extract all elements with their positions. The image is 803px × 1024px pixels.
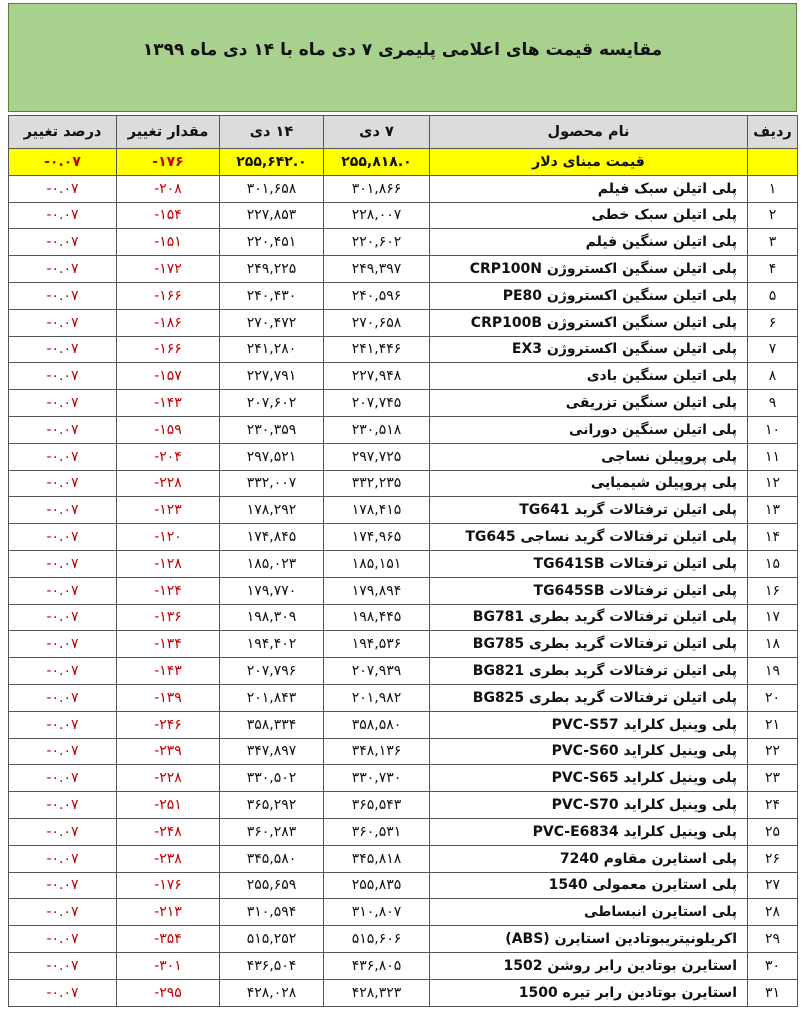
header-row (9, 116, 798, 149)
table-row (9, 524, 798, 551)
price-dey-14: ۲۲۰,۴۵۱ (220, 229, 324, 256)
change-percent: -۰.۰۷ (9, 470, 117, 497)
product-name: پلی اتیلن ترفتالات گرید TG641 (430, 497, 748, 524)
price-dey-14: ۱۹۴,۴۰۲ (220, 631, 324, 658)
price-dey-14: ۲۰۷,۷۹۶ (220, 658, 324, 685)
product-name: استایرن بوتادین رابر روشن 1502 (430, 952, 748, 979)
product-name: استایرن بوتادین رابر تیره 1500 (430, 979, 748, 1006)
row-number: ۲۳ (748, 765, 798, 792)
price-dey-7: ۴۳۶,۸۰۵ (324, 952, 430, 979)
change-percent: -۰.۰۷ (9, 658, 117, 685)
change-amount: -۲۳۹ (117, 738, 220, 765)
price-dey-14: ۲۵۵,۶۵۹ (220, 872, 324, 899)
dollar-base-row (9, 149, 798, 176)
product-name: پلی اتیلن سنگین بادی (430, 363, 748, 390)
header-dey-14: ۱۴ دی (220, 116, 324, 149)
row-number: ۸ (748, 363, 798, 390)
change-amount: -۲۹۵ (117, 979, 220, 1006)
product-name: پلی اتیلن سبک خطی (430, 202, 748, 229)
row-number: ۱۶ (748, 577, 798, 604)
change-amount: -۲۱۳ (117, 899, 220, 926)
price-dey-7: ۵۱۵,۶۰۶ (324, 926, 430, 953)
price-dey-7: ۳۱۰,۸۰۷ (324, 899, 430, 926)
change-amount: -۱۵۱ (117, 229, 220, 256)
change-amount: -۳۵۴ (117, 926, 220, 953)
change-percent: -۰.۰۷ (9, 765, 117, 792)
change-amount: -۳۰۱ (117, 952, 220, 979)
table-row (9, 979, 798, 1006)
table-row (9, 282, 798, 309)
product-name: پلی اتیلن سنگین اکستروژن CRP100N (430, 256, 748, 283)
price-dey-7: ۲۴۹,۳۹۷ (324, 256, 430, 283)
change-amount: -۱۳۶ (117, 604, 220, 631)
product-name: پلی استایرن معمولی 1540 (430, 872, 748, 899)
change-percent: -۰.۰۷ (9, 256, 117, 283)
price-dey-7: ۲۲۰,۶۰۲ (324, 229, 430, 256)
price-dey-14: ۲۳۰,۳۵۹ (220, 416, 324, 443)
price-dey-14: ۲۴۱,۲۸۰ (220, 336, 324, 363)
change-amount: -۲۴۶ (117, 711, 220, 738)
product-name: پلی اتیلن سنگین دورانی (430, 416, 748, 443)
table-row (9, 309, 798, 336)
price-dey-7: ۳۵۸,۵۸۰ (324, 711, 430, 738)
change-amount: -۱۸۶ (117, 309, 220, 336)
change-percent: -۰.۰۷ (9, 631, 117, 658)
row-number: ۱۲ (748, 470, 798, 497)
price-dey-14: ۲۴۰,۴۳۰ (220, 282, 324, 309)
change-percent: -۰.۰۷ (9, 229, 117, 256)
price-dey-14: ۲۴۹,۲۲۵ (220, 256, 324, 283)
table-row (9, 631, 798, 658)
table-row (9, 416, 798, 443)
price-dey-14: ۳۵۸,۳۳۴ (220, 711, 324, 738)
title-banner (8, 3, 797, 112)
change-percent: -۰.۰۷ (9, 952, 117, 979)
row-number: ۷ (748, 336, 798, 363)
row-number: ۱۴ (748, 524, 798, 551)
table-row (9, 792, 798, 819)
price-dey-14: ۴۳۶,۵۰۴ (220, 952, 324, 979)
change-percent: -۰.۰۷ (9, 818, 117, 845)
change-amount: -۱۵۷ (117, 363, 220, 390)
price-dey-7: ۱۹۴,۵۳۶ (324, 631, 430, 658)
table-row (9, 765, 798, 792)
price-dey-7: ۲۴۱,۴۴۶ (324, 336, 430, 363)
table-row (9, 336, 798, 363)
header-product-name: نام محصول (430, 116, 748, 149)
row-number: ۱ (748, 175, 798, 202)
price-dey-7: ۱۹۸,۴۴۵ (324, 604, 430, 631)
product-name: پلی اتیلن سنگین اکستروژن PE80 (430, 282, 748, 309)
change-percent: -۰.۰۷ (9, 604, 117, 631)
price-dey-7: ۱۷۹,۸۹۴ (324, 577, 430, 604)
product-name: پلی اتیلن ترفتالات گرید بطری BG821 (430, 658, 748, 685)
row-number: ۲ (748, 202, 798, 229)
price-dey-7: ۲۴۰,۵۹۶ (324, 282, 430, 309)
row-number: ۲۲ (748, 738, 798, 765)
price-dey-7: ۱۸۵,۱۵۱ (324, 550, 430, 577)
change-amount: -۲۳۸ (117, 845, 220, 872)
product-name: پلی اتیلن ترفتالات گرید بطری BG781 (430, 604, 748, 631)
price-dey-14: ۳۱۰,۵۹۴ (220, 899, 324, 926)
price-dey-14: ۲۲۷,۸۵۳ (220, 202, 324, 229)
row-number: ۴ (748, 256, 798, 283)
price-dey-7: ۳۶۰,۵۳۱ (324, 818, 430, 845)
change-percent: -۰.۰۷ (9, 872, 117, 899)
header-change-amount: مقدار تغییر (117, 116, 220, 149)
change-percent: -۰.۰۷ (9, 443, 117, 470)
price-dey-7: ۲۳۰,۵۱۸ (324, 416, 430, 443)
change-amount: -۱۶۶ (117, 282, 220, 309)
change-percent: -۰.۰۷ (9, 792, 117, 819)
change-amount: -۱۶۶ (117, 336, 220, 363)
change-percent: -۰.۰۷ (9, 899, 117, 926)
header-change-percent: درصد تغییر (9, 116, 117, 149)
change-percent: -۰.۰۷ (9, 390, 117, 417)
change-amount: -۲۲۸ (117, 470, 220, 497)
change-amount: -۱۵۴ (117, 202, 220, 229)
dollar-label: قیمت مبنای دلار (430, 149, 748, 176)
price-dey-14: ۱۹۸,۳۰۹ (220, 604, 324, 631)
row-number: ۲۰ (748, 684, 798, 711)
table-row (9, 738, 798, 765)
change-amount: -۱۳۴ (117, 631, 220, 658)
product-name: پلی اتیلن سنگین تزریقی (430, 390, 748, 417)
price-dey-14: ۳۳۰,۵۰۲ (220, 765, 324, 792)
price-dey-14: ۲۹۷,۵۲۱ (220, 443, 324, 470)
price-dey-7: ۲۰۷,۷۴۵ (324, 390, 430, 417)
price-dey-14: ۱۸۵,۰۲۳ (220, 550, 324, 577)
product-name: پلی پروپیلن نساجی (430, 443, 748, 470)
row-number: ۲۶ (748, 845, 798, 872)
product-name: پلی اتیلن سنگین اکستروژن EX3 (430, 336, 748, 363)
change-percent: -۰.۰۷ (9, 497, 117, 524)
change-percent: -۰.۰۷ (9, 309, 117, 336)
price-dey-7: ۳۰۱,۸۶۶ (324, 175, 430, 202)
price-dey-14: ۳۰۱,۶۵۸ (220, 175, 324, 202)
table-row (9, 390, 798, 417)
change-amount: -۲۰۴ (117, 443, 220, 470)
change-amount: -۲۰۸ (117, 175, 220, 202)
product-name: پلی استایرن انبساطی (430, 899, 748, 926)
table-row (9, 202, 798, 229)
table-row (9, 926, 798, 953)
table-row (9, 443, 798, 470)
table-row (9, 175, 798, 202)
price-dey-7: ۲۷۰,۶۵۸ (324, 309, 430, 336)
change-amount: -۱۲۴ (117, 577, 220, 604)
row-number: ۲۴ (748, 792, 798, 819)
price-dey-14: ۲۰۷,۶۰۲ (220, 390, 324, 417)
price-dey-7: ۳۴۸,۱۳۶ (324, 738, 430, 765)
change-percent: -۰.۰۷ (9, 979, 117, 1006)
price-table (8, 115, 798, 1007)
table-row (9, 470, 798, 497)
row-number: ۵ (748, 282, 798, 309)
price-dey-7: ۳۴۵,۸۱۸ (324, 845, 430, 872)
change-percent: -۰.۰۷ (9, 282, 117, 309)
table-row (9, 363, 798, 390)
row-number: ۶ (748, 309, 798, 336)
row-number: ۱۱ (748, 443, 798, 470)
product-name: پلی پروپیلن شیمیایی (430, 470, 748, 497)
row-number: ۱۰ (748, 416, 798, 443)
table-row (9, 256, 798, 283)
price-dey-14: ۱۷۸,۲۹۲ (220, 497, 324, 524)
price-dey-14: ۳۴۵,۵۸۰ (220, 845, 324, 872)
change-amount: -۲۴۸ (117, 818, 220, 845)
price-dey-7: ۲۵۵,۸۳۵ (324, 872, 430, 899)
table-row (9, 872, 798, 899)
price-dey-14: ۳۴۷,۸۹۷ (220, 738, 324, 765)
product-name: پلی استایرن مقاوم 7240 (430, 845, 748, 872)
row-number: ۲۱ (748, 711, 798, 738)
row-number: ۲۵ (748, 818, 798, 845)
change-amount: -۱۴۳ (117, 658, 220, 685)
product-name: پلی وینیل کلراید PVC-S70 (430, 792, 748, 819)
price-dey-14: ۳۶۵,۲۹۲ (220, 792, 324, 819)
product-name: پلی وینیل کلراید PVC-E6834 (430, 818, 748, 845)
change-percent: -۰.۰۷ (9, 845, 117, 872)
change-amount: -۱۲۳ (117, 497, 220, 524)
change-percent: -۰.۰۷ (9, 202, 117, 229)
price-dey-7: ۲۰۱,۹۸۲ (324, 684, 430, 711)
table-row (9, 604, 798, 631)
change-amount: -۱۴۳ (117, 390, 220, 417)
row-number: ۹ (748, 390, 798, 417)
price-dey-14: ۴۲۸,۰۲۸ (220, 979, 324, 1006)
price-dey-7: ۴۲۸,۳۲۳ (324, 979, 430, 1006)
header-row-number: ردیف (748, 116, 798, 149)
row-number: ۱۷ (748, 604, 798, 631)
product-name: اکریلونیتریبوتادین استایرن (ABS) (430, 926, 748, 953)
change-percent: -۰.۰۷ (9, 684, 117, 711)
change-amount: -۱۳۹ (117, 684, 220, 711)
row-number: ۲۹ (748, 926, 798, 953)
table-row (9, 684, 798, 711)
price-dey-14: ۳۶۰,۲۸۳ (220, 818, 324, 845)
table-row (9, 845, 798, 872)
table-row (9, 658, 798, 685)
product-name: پلی وینیل کلراید PVC-S65 (430, 765, 748, 792)
table-row (9, 711, 798, 738)
change-amount: -۱۲۸ (117, 550, 220, 577)
price-dey-14: ۲۲۷,۷۹۱ (220, 363, 324, 390)
row-number: ۱۸ (748, 631, 798, 658)
price-dey-14: ۵۱۵,۲۵۲ (220, 926, 324, 953)
change-amount: -۱۷۲ (117, 256, 220, 283)
product-name: پلی وینیل کلراید PVC-S57 (430, 711, 748, 738)
price-dey-7: ۳۳۲,۲۳۵ (324, 470, 430, 497)
price-dey-14: ۱۷۹,۷۷۰ (220, 577, 324, 604)
row-number: ۱۹ (748, 658, 798, 685)
product-name: پلی اتیلن ترفتالات TG641SB (430, 550, 748, 577)
change-percent: -۰.۰۷ (9, 577, 117, 604)
price-dey-7: ۱۷۴,۹۶۵ (324, 524, 430, 551)
row-number: ۳۱ (748, 979, 798, 1006)
price-dey-7: ۳۶۵,۵۴۳ (324, 792, 430, 819)
change-percent: -۰.۰۷ (9, 363, 117, 390)
table-row (9, 952, 798, 979)
price-dey-14: ۲۰۱,۸۴۳ (220, 684, 324, 711)
change-percent: -۰.۰۷ (9, 926, 117, 953)
row-number: ۲۷ (748, 872, 798, 899)
change-percent: -۰.۰۷ (9, 550, 117, 577)
price-dey-7: ۲۲۷,۹۴۸ (324, 363, 430, 390)
product-name: پلی اتیلن ترفتالات گرید بطری BG785 (430, 631, 748, 658)
dollar-dey-14: ۲۵۵,۶۴۲.۰ (220, 149, 324, 176)
change-amount: -۲۵۱ (117, 792, 220, 819)
change-amount: -۱۲۰ (117, 524, 220, 551)
product-name: پلی اتیلن ترفتالات گرید نساجی TG645 (430, 524, 748, 551)
price-dey-7: ۲۹۷,۷۲۵ (324, 443, 430, 470)
dollar-change-percent: -۰.۰۷ (9, 149, 117, 176)
change-amount: -۲۲۸ (117, 765, 220, 792)
table-row (9, 577, 798, 604)
table-row (9, 497, 798, 524)
change-percent: -۰.۰۷ (9, 416, 117, 443)
dollar-dey-7: ۲۵۵,۸۱۸.۰ (324, 149, 430, 176)
change-amount: -۱۷۶ (117, 872, 220, 899)
row-number: ۱۵ (748, 550, 798, 577)
dollar-change-amount: -۱۷۶ (117, 149, 220, 176)
price-dey-14: ۳۳۲,۰۰۷ (220, 470, 324, 497)
row-number: ۱۳ (748, 497, 798, 524)
price-dey-14: ۲۷۰,۴۷۲ (220, 309, 324, 336)
product-name: پلی اتیلن سنگین اکستروژن CRP100B (430, 309, 748, 336)
table-row (9, 229, 798, 256)
change-percent: -۰.۰۷ (9, 711, 117, 738)
table-row (9, 550, 798, 577)
table-row (9, 899, 798, 926)
product-name: پلی اتیلن ترفتالات گرید بطری BG825 (430, 684, 748, 711)
row-number: ۲۸ (748, 899, 798, 926)
change-percent: -۰.۰۷ (9, 524, 117, 551)
row-number: ۳۰ (748, 952, 798, 979)
product-name: پلی اتیلن سبک فیلم (430, 175, 748, 202)
price-dey-7: ۲۲۸,۰۰۷ (324, 202, 430, 229)
product-name: پلی وینیل کلراید PVC-S60 (430, 738, 748, 765)
price-dey-14: ۱۷۴,۸۴۵ (220, 524, 324, 551)
price-dey-7: ۱۷۸,۴۱۵ (324, 497, 430, 524)
table-row (9, 818, 798, 845)
change-percent: -۰.۰۷ (9, 175, 117, 202)
header-dey-7: ۷ دی (324, 116, 430, 149)
price-dey-7: ۲۰۷,۹۳۹ (324, 658, 430, 685)
product-name: پلی اتیلن سنگین فیلم (430, 229, 748, 256)
page-title: مقایسه قیمت های اعلامی پلیمری ۷ دی ماه با ۱۴ دی ماه ۱۳۹۹ (142, 39, 663, 60)
row-number: ۳ (748, 229, 798, 256)
change-amount: -۱۵۹ (117, 416, 220, 443)
dollar-row-number (748, 149, 798, 176)
product-name: پلی اتیلن ترفتالات TG645SB (430, 577, 748, 604)
change-percent: -۰.۰۷ (9, 738, 117, 765)
price-dey-7: ۳۳۰,۷۳۰ (324, 765, 430, 792)
change-percent: -۰.۰۷ (9, 336, 117, 363)
